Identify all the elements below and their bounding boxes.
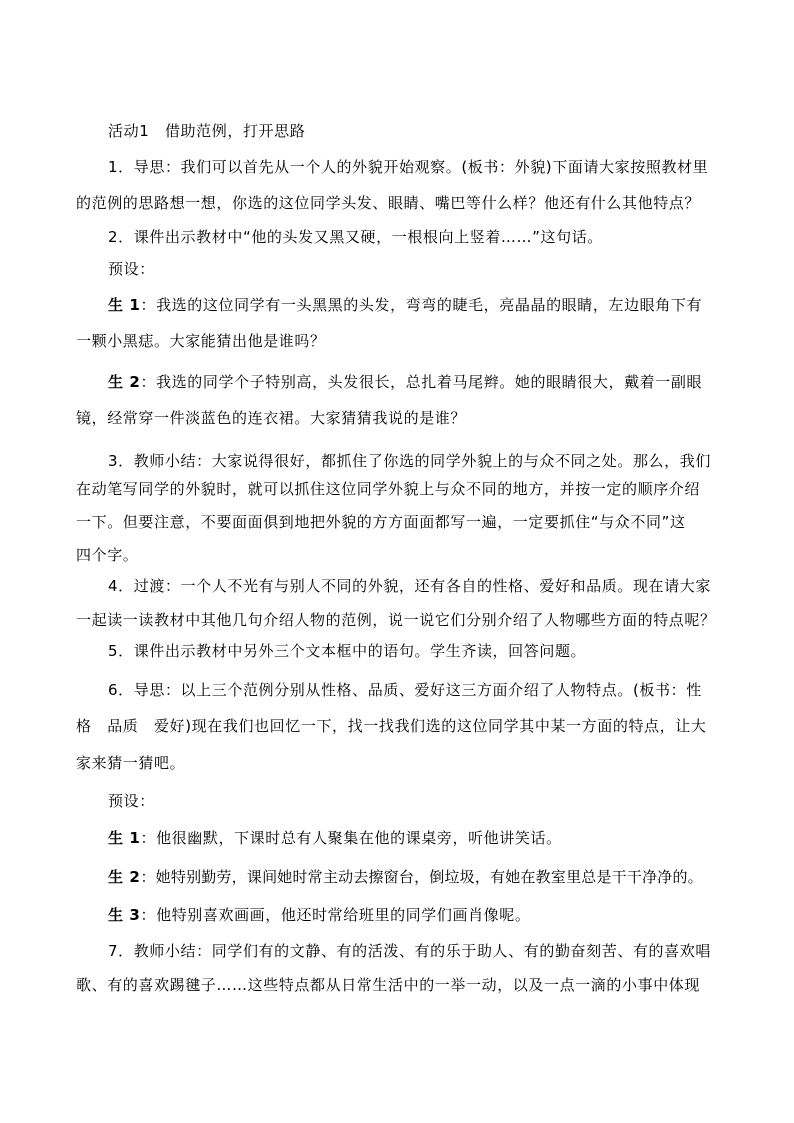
- paragraph-2: 2．课件出示教材中“他的头发又黑又硬，一根根向上竖着……”这句话。: [108, 228, 603, 246]
- paragraph-3-line-4: 四个字。: [76, 546, 139, 564]
- paragraph-3-line-2: 在动笔写同学的外貌时，就可以抓住这位同学外貌上与众不同的地方，并按一定的顺序介绍: [76, 480, 701, 498]
- paragraph-7-line-2: 歌、有的喜欢踢毽子……这些特点都从日常生活中的一举一动，以及一点一滴的小事中体现: [76, 976, 701, 994]
- preset-label: 预设：: [108, 792, 155, 810]
- answer-text: ：他很幽默，下课时总有人聚集在他的课桌旁，听他讲笑话。: [140, 829, 562, 847]
- student-2-answer-line-2: 镜，经常穿一件淡蓝色的连衣裙。大家猜猜我说的是谁？: [76, 409, 467, 427]
- paragraph-6-line-2: 格 品质 爱好)现在我们也回忆一下，找一找我们选的这位同学其中某一方面的特点，让大: [76, 717, 707, 735]
- paragraph-7-line-1: 7．教师小结：同学们有的文静、有的活泼、有的乐于助人、有的勤奋刻苦、有的喜欢唱: [108, 942, 711, 960]
- paragraph-6-line-1: 6．导思：以上三个范例分别从性格、品质、爱好这三方面介绍了人物特点。(板书：性: [108, 681, 702, 699]
- speaker-label: 生 3: [108, 906, 141, 924]
- activity-title: 活动1 借助范例，打开思路: [108, 122, 306, 140]
- student-2-answer-line-1: [108, 372, 702, 392]
- answer-text: ：她特别勤劳，课间她时常主动去擦窗台，倒垃圾，有她在教室里总是干干净净的。: [140, 868, 703, 886]
- preset-label: 预设：: [108, 260, 155, 278]
- paragraph-6-line-3: 家来猜一猜吧。: [76, 754, 186, 772]
- student-1-answer-line-1: [108, 295, 702, 315]
- paragraph-1-line-2: 的范例的思路想一想，你选的这位同学头发、眼睛、嘴巴等什么样？他还有什么其他特点？: [76, 194, 701, 212]
- answer-text: ：我选的这位同学有一头黑黑的头发，弯弯的睫毛，亮晶晶的眼睛，左边眼角下有: [140, 296, 703, 314]
- paragraph-3-line-3: 一下。但要注意，不要面面俱到地把外貌的方方面面都写一遍，一定要抓住“与众不同”这: [76, 513, 686, 531]
- answer-text: ：我选的同学个子特别高，头发很长，总扎着马尾辫。她的眼睛很大，戴着一副眼: [140, 373, 703, 391]
- answer-text: ：他特别喜欢画画，他还时常给班里的同学们画肖像呢。: [140, 906, 531, 924]
- paragraph-5: 5．课件出示教材中另外三个文本框中的语句。学生齐读，回答问题。: [108, 642, 587, 660]
- student-1-answer-line-2: 一颗小黑痣。大家能猜出他是谁吗？: [76, 332, 326, 350]
- student-1-answer: [108, 828, 562, 848]
- paragraph-1-line-1: 1．导思：我们可以首先从一个人的外貌开始观察。(板书：外貌)下面请大家按照教材里: [108, 158, 709, 176]
- paragraph-4-line-2: 一起读一读教材中其他几句介绍人物的范例，说一说它们分别介绍了人物哪些方面的特点呢？: [76, 611, 716, 629]
- paragraph-4-line-1: 4．过渡：一个人不光有与别人不同的外貌，还有各自的性格、爱好和品质。现在请大家: [108, 577, 711, 595]
- speaker-label: 生 1: [108, 296, 141, 314]
- speaker-label: 生 2: [108, 868, 141, 886]
- student-3-answer: [108, 905, 530, 925]
- paragraph-3-line-1: 3．教师小结：大家说得很好，都抓住了你选的同学外貌上的与众不同之处。那么，我们: [108, 452, 711, 470]
- speaker-label: 生 2: [108, 373, 141, 391]
- student-2-answer: [108, 867, 703, 887]
- speaker-label: 生 1: [108, 829, 141, 847]
